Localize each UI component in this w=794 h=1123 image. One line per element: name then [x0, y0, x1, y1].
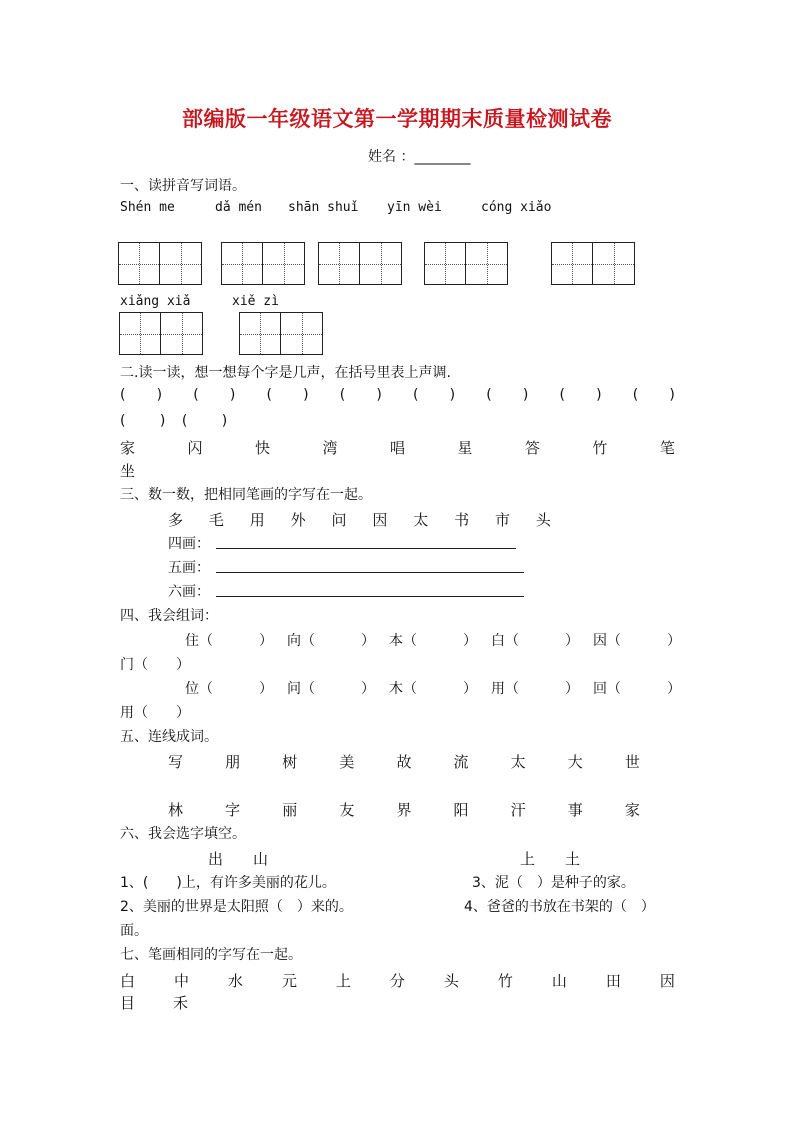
question-1[interactable]: 1、( )上，有许多美丽的花儿。 — [120, 875, 336, 891]
options-left: 出 山 — [208, 850, 269, 868]
match-char[interactable]: 界 — [396, 801, 412, 819]
match-char[interactable]: 事 — [567, 801, 583, 819]
six-stroke-answer-line[interactable] — [216, 596, 524, 597]
char: 用 — [249, 511, 265, 529]
word-prompt: 住（ — [185, 633, 213, 649]
char: 市 — [495, 511, 511, 529]
section-6-heading: 六、我会选字填空。 — [120, 826, 246, 842]
match-char[interactable]: 字 — [225, 801, 241, 819]
bracket: ) — [229, 387, 236, 403]
bracket: ) — [376, 387, 382, 403]
char: 湾 — [322, 439, 338, 457]
char: 快 — [254, 439, 270, 457]
writing-grid-6[interactable] — [119, 312, 203, 355]
word-prompt: 白（ — [491, 633, 519, 649]
word-prompt: 本（ — [389, 633, 417, 649]
writing-grid-7[interactable] — [239, 312, 323, 355]
char: 山 — [551, 972, 567, 990]
word-prompt: 回（ — [593, 681, 621, 697]
char: 水 — [227, 972, 243, 990]
word-prompt: 向（ — [287, 633, 315, 649]
section-2-heading: 二.读一读，想一想每个字是几声，在括号里表上声调. — [120, 365, 451, 381]
bracket: ） — [565, 633, 579, 649]
char: 家 — [120, 439, 136, 457]
match-top-row[interactable] — [168, 751, 640, 772]
match-char[interactable]: 林 — [168, 801, 184, 819]
match-char[interactable]: 家 — [624, 801, 640, 819]
writing-grid-2[interactable] — [221, 242, 305, 285]
five-stroke-answer-line[interactable] — [216, 572, 524, 573]
bracket: ) — [303, 387, 309, 403]
section-1-heading: 一、读拼音写词语。 — [120, 178, 246, 194]
word-prompt: 木（ — [389, 681, 417, 697]
char: 元 — [281, 972, 297, 990]
bracket: ) — [159, 413, 166, 429]
match-char[interactable]: 友 — [339, 801, 355, 819]
bracket: ） — [361, 681, 375, 697]
word-group-row-1-cont[interactable]: 门（ ） — [120, 657, 190, 673]
bracket: ） — [463, 681, 477, 697]
char: 毛 — [208, 511, 224, 529]
char: 多 — [168, 511, 184, 529]
bracket: ) — [221, 413, 228, 429]
page-title: 部编版一年级语文第一学期期末质量检测试卷 — [182, 107, 612, 131]
char: 外 — [290, 511, 306, 529]
five-stroke-label: 五画： — [168, 560, 210, 576]
char: 禾 — [173, 994, 189, 1012]
tone-brackets-row-2[interactable] — [120, 413, 240, 429]
char: 目 — [120, 994, 136, 1012]
char: 书 — [454, 511, 470, 529]
options-right: 上 土 — [520, 850, 581, 868]
word-prompt: 用（ — [491, 681, 519, 697]
bracket: ( — [181, 413, 188, 429]
match-char[interactable]: 阳 — [453, 801, 469, 819]
same-stroke-chars-row — [120, 970, 675, 991]
char: 坐 — [120, 462, 136, 480]
bracket: ） — [259, 633, 273, 649]
writing-grid-1[interactable] — [118, 242, 202, 285]
bracket: ) — [669, 387, 675, 403]
char: 星 — [457, 439, 473, 457]
bracket: ） — [463, 633, 477, 649]
char: 太 — [413, 511, 429, 529]
char: 田 — [605, 972, 621, 990]
six-stroke-label: 六画： — [168, 584, 210, 600]
bracket: ( — [413, 387, 419, 403]
bracket: ( — [120, 387, 126, 403]
word-group-row-2-cont[interactable]: 用（ ） — [120, 705, 190, 721]
char: 闪 — [187, 439, 203, 457]
same-stroke-chars-row-2 — [120, 992, 188, 1013]
char: 白 — [120, 972, 136, 990]
char: 头 — [535, 511, 551, 529]
tone-chars-row — [120, 437, 675, 458]
bracket: ( — [486, 387, 492, 403]
writing-grid-5[interactable] — [551, 242, 635, 285]
bracket: ） — [565, 681, 579, 697]
section-3-heading: 三、数一数，把相同笔画的字写在一起。 — [120, 487, 372, 503]
four-stroke-label: 四画： — [168, 536, 210, 552]
word-prompt: 位（ — [185, 681, 213, 697]
bracket: ） — [667, 633, 681, 649]
tone-brackets-row[interactable] — [120, 387, 675, 403]
name-field[interactable]: 姓名 ：________ — [368, 149, 471, 165]
match-char[interactable]: 汗 — [510, 801, 526, 819]
match-char[interactable]: 故 — [396, 753, 412, 771]
section-7-heading: 七、笔画相同的字写在一起。 — [120, 947, 302, 963]
word-group-row-2[interactable] — [185, 678, 681, 698]
char: 竹 — [592, 439, 608, 457]
bracket: ） — [667, 681, 681, 697]
bracket: ) — [596, 387, 602, 403]
bracket: ( — [120, 413, 126, 429]
char: 因 — [372, 511, 388, 529]
pinyin-6: xiǎng xiǎ — [120, 294, 191, 309]
char: 唱 — [389, 439, 405, 457]
match-char[interactable]: 朋 — [225, 753, 241, 771]
bracket: ( — [193, 387, 199, 403]
bracket: ) — [522, 387, 529, 403]
bracket: ） — [361, 633, 375, 649]
match-char[interactable]: 丽 — [282, 801, 298, 819]
char: 头 — [443, 972, 459, 990]
section-4-heading: 四、我会组词： — [120, 608, 218, 624]
pinyin-7: xiě zì — [232, 294, 279, 309]
pinyin-1: Shén me — [120, 200, 175, 215]
question-4-cont: 面。 — [120, 923, 148, 939]
pinyin-4: yīn wèi — [387, 200, 442, 215]
stroke-chars-row — [168, 509, 551, 530]
char: 竹 — [497, 972, 513, 990]
word-group-row-1[interactable] — [185, 630, 681, 650]
bracket: ) — [449, 387, 456, 403]
match-char[interactable]: 美 — [339, 753, 355, 771]
bracket: ( — [632, 387, 639, 403]
match-bottom-row[interactable] — [168, 799, 640, 820]
question-4[interactable]: 4、爸爸的书放在书架的（ ） — [464, 899, 655, 915]
char: 上 — [335, 972, 351, 990]
char: 答 — [524, 439, 540, 457]
match-char[interactable]: 世 — [624, 753, 640, 771]
word-prompt: 因（ — [593, 633, 621, 649]
pinyin-2: dǎ mén — [215, 200, 262, 215]
char: 分 — [389, 972, 405, 990]
four-stroke-answer-line[interactable] — [216, 548, 516, 549]
bracket: ) — [156, 387, 163, 403]
match-char[interactable]: 大 — [567, 753, 583, 771]
bracket: ( — [339, 387, 346, 403]
char: 中 — [173, 972, 189, 990]
match-char[interactable]: 流 — [453, 753, 469, 771]
writing-grid-3[interactable] — [318, 242, 402, 285]
match-char[interactable]: 太 — [510, 753, 526, 771]
pinyin-3: shān shuǐ — [288, 200, 359, 215]
bracket: ( — [266, 387, 272, 403]
question-3[interactable]: 3、泥（ ）是种子的家。 — [472, 875, 635, 891]
bracket: ( — [559, 387, 565, 403]
char: 因 — [659, 972, 675, 990]
char: 笔 — [659, 439, 675, 457]
match-char[interactable]: 树 — [282, 753, 298, 771]
writing-grid-4[interactable] — [424, 242, 508, 285]
bracket: ） — [259, 681, 273, 697]
pinyin-5: cóng xiǎo — [481, 200, 552, 215]
section-5-heading: 五、连线成词。 — [120, 729, 218, 745]
char: 问 — [331, 511, 347, 529]
question-2[interactable]: 2、美丽的世界是太阳照（ ）来的。 — [120, 899, 353, 915]
word-prompt: 问（ — [287, 681, 315, 697]
match-char[interactable]: 写 — [168, 753, 184, 771]
